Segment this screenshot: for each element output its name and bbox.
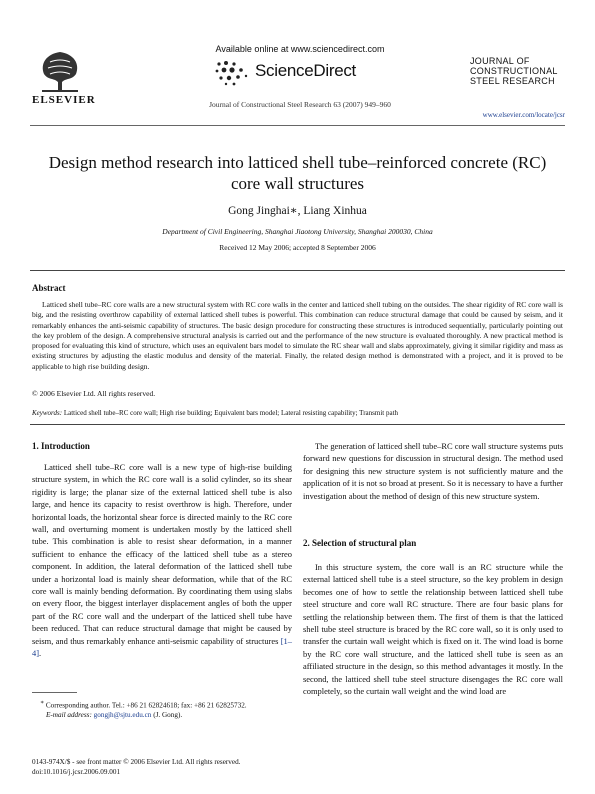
journal-url-link[interactable]: www.elsevier.com/locate/jcsr (482, 111, 565, 119)
introduction-paragraph (32, 461, 292, 660)
publisher-name: ELSEVIER (32, 94, 96, 106)
received-dates: Received 12 May 2006; accepted 8 September 2006 (219, 243, 376, 252)
introduction-text: Latticed shell tube–RC core wall is a new type of high-rise building structure system, in which the RC core wall is a solid cylinder, so its shear rigidity is large; the planar size of the external latticed shell tube is also large, and hence its capacity to resist overthrow is high. Therefore, under horizontal loads, the horizontal shear force is directed mainly to the RC core wall, and overturning moment is undertaken mostly by the latticed shell tube. This combination is able to resist shear deformation, in a manner sufficient to enhance the efficacy of the latticed shell tube as a stereo component. In addition, the lateral deformation of the latticed shell tube under a horizontal load is mainly shear deformation, while that of the RC core wall is mainly bending deformation. By coordinating them using slabs on every floor, the biggest interlayer displacement angles of both the upper part of the RC core wall and the underpart of the latticed shell tube have been reduced. That can reduce structural damage that might be caused by seism, and thus remarkably enhance anti-seismic capability of structures (32, 462, 292, 646)
journal-logo-line: JOURNAL OF (470, 56, 530, 66)
abstract-copyright: © 2006 Elsevier Ltd. All rights reserved. (32, 389, 156, 398)
issn-block (32, 757, 292, 777)
article-authors: Gong Jinghai∗, Liang Xinhua (228, 205, 367, 217)
footnote-marker: ∗ (40, 700, 45, 706)
keywords-label: Keywords: (32, 409, 63, 417)
reference-link[interactable]: [1–4] (32, 635, 292, 659)
section-2-heading: 2. Selection of structural plan (303, 538, 417, 548)
available-online-text: Available online at www.sciencedirect.com (215, 44, 385, 54)
email-link[interactable]: gongjh@sjtu.edu.cn (93, 711, 152, 720)
doi-line[interactable]: doi:10.1016/j.jcsr.2006.09.001 (32, 768, 121, 776)
keywords-line (32, 409, 563, 417)
section-1-heading: 1. Introduction (32, 441, 90, 451)
abstract-bottom-divider (30, 424, 565, 425)
header-divider (30, 125, 565, 126)
email-suffix: (J. Gong). (153, 711, 183, 720)
right-column-paragraph-1: The generation of latticed shell tube–RC core wall structure systems puts forward new questions for discussion in structural design. The method used for designing this new structure system is not sufficiently mature and the application of it is not so broad at present. So it is necessary to have a further investigation about the method of design of this new structure system. (303, 441, 563, 501)
sciencedirect-logo (213, 58, 393, 86)
left-column (32, 461, 292, 660)
sentence-end: . (39, 648, 42, 659)
right-column (303, 440, 563, 502)
author-affiliation: Department of Civil Engineering, Shanghai Jiaotong University, Shanghai 200030, China (162, 227, 433, 236)
right-column-paragraph-2: In this structure system, the core wall is an RC structure while the external latticed shell tube is a steel structure, so the key problem in design becomes one of how to settle the relationship between latticed shell tube steel structure and core wall RC structure. There are four basic plans for settling the relationship between them. The first of them is that the latticed shell tube steel structure is braced by the RC core wall, so it is only used to transfer the curtain wall weight which is fixed on it. The wind load is borne by the RC core wall structure, and the latticed shell tube is seen as an affiliated structure in the design, so this method advantages it mostly. In the second, the latticed shell tube steel structure disengages the RC core wall completely, so the curtain wall weight and the wind load are (303, 562, 563, 697)
abstract-heading: Abstract (32, 283, 66, 293)
abstract-text: Latticed shell tube–RC core walls are a new structural system with RC core walls in the center and latticed shell tubing on the outsides. The shear rigidity of RC core wall is big, and the resisting overthrow capability of external latticed shell tubes is powerful. This combination can reduce structural damage that could be caused by seism, and it remarkably enhances the anti-seismic capability of structures. The basic design procedure for constructing these structures is introduced sequentially, particularly pointing out the key problem of the design. A comprehensive structural analysis is carried out and the performance of the new structure is evaluated thoroughly. A new practical method is proposed for evaluating this kind of structure, which uses an equivalent bars model to simulate the RC shear wall and slabs approximately, giving it similar rigidity and mass as existing structures by adjusting the elastic modulus and density of the material. Finally, the related design method is demonstrated with a project, and it is proved to be applicable to high rise building design. (32, 300, 563, 371)
footnote (40, 698, 290, 720)
issn-line: 0143-974X/$ - see front matter © 2006 Elsevier Ltd. All rights reserved. (32, 758, 241, 766)
journal-logo-line: STEEL RESEARCH (470, 76, 555, 86)
sciencedirect-dots-icon (213, 58, 253, 86)
journal-logo (470, 56, 570, 86)
corresponding-author-note (40, 698, 290, 710)
journal-logo-line: CONSTRUCTIONAL (470, 66, 558, 76)
corresponding-author-text: Corresponding author. Tel.: +86 21 62824618; fax: +86 21 62825732. (45, 701, 247, 710)
article-title: Design method research into latticed shell tube–reinforced concrete (RC) core wall structures (48, 153, 547, 193)
section-2-body (303, 561, 563, 697)
email-line (40, 710, 290, 720)
journal-citation: Journal of Constructional Steel Research 63 (2007) 949–960 (209, 100, 391, 109)
elsevier-tree-logo-icon (36, 48, 84, 94)
sciencedirect-wordmark: ScienceDirect (255, 61, 356, 80)
keywords-list: Latticed shell tube–RC core wall; High rise building; Equivalent bars model; Lateral resisting capability; Transmit path (63, 409, 399, 417)
email-label: E-mail address: (46, 711, 92, 720)
abstract-top-divider (30, 270, 565, 271)
footnote-divider (32, 692, 77, 693)
